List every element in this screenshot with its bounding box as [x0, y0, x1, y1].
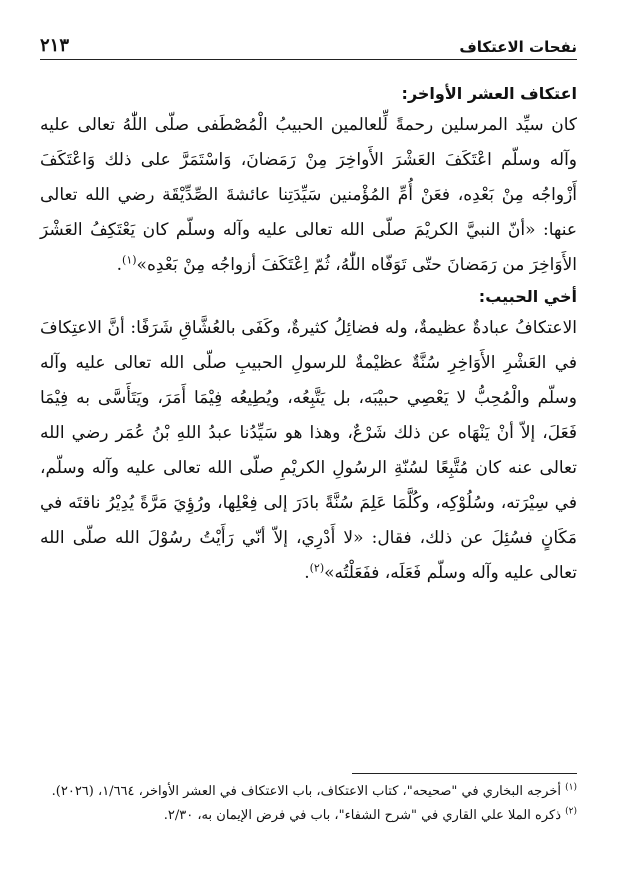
main-text: [40, 80, 577, 591]
header-divider: [40, 59, 577, 60]
footnote-reference: (٢): [309, 561, 325, 575]
page-number: ٢١٣: [40, 35, 70, 56]
footnote: [40, 804, 577, 828]
footnotes: [40, 780, 577, 828]
footnote-marker: (٢): [565, 806, 577, 817]
paragraph-text: الاعتكافُ عبادةٌ عظيمةٌ، وله فضائِلُ كثيرةٌ، وكَفَى بالعُشَّاقِ شَرَفًا: أنَّ الاعتِكافَ في العَشْرِ الأَوَاخِرِ سُنَّةٌ عظيْمةٌ للرسولِ الحبيبِ صلّى الله تعالى عليه وآله وسلّم والْمُحِبُّ لا يَعْصِي حبيْبَه، بل يَتَّبِعُه، ويُطِيعُه فِيْمَا أَمَرَ، ويَتَأَسَّى به فِيْمَا فَعَلَ، إلاّ أنْ يَنْهَاه عن ذلك شَرْعٌ، وهذا هو سَيِّدُنا عبدُ اللهِ بْنُ عُمَر رضي الله تعالى عنه كان مُتَّبِعًا لسُنّةِ الرسُولِ الكريْمِ صلّى الله تعالى عليه وآله وسلّم، في سِيْرَته، وسُلُوْكِه، وكُلَّمَا عَلِمَ سُنَّةً بادَرَ إلى فِعْلِها، ورُؤِيَ مَرَّةً يُدِيْرُ ناقتَه في مَكَانٍ فسُئِلَ عن ذلك، فقال: «لا أَدْرِي، إلاّ أنّي رَأَيْتُ رسُوْلَ الله صلّى الله تعالى عليه وآله وسلّم فَعَلَه، ففَعَلْتُه»: [40, 318, 577, 583]
footnote-reference: (١): [122, 253, 137, 267]
running-title: نفحات الاعتكاف: [459, 38, 577, 56]
footnote-divider: [352, 773, 577, 774]
paragraph-end: .: [304, 563, 310, 583]
footnote-text: ذكره الملا علي القاري في "شرح الشفاء"، باب في فرض الإيمان به، ٢/٣٠.: [163, 808, 561, 823]
section-heading: اعتكاف العشر الأواخر:: [401, 84, 577, 103]
footnote-text: أخرجه البخاري في "صحيحه"، كتاب الاعتكاف، باب الاعتكاف في العشر الأواخر، ١/٦٦٤، (٢٠٢٦).: [51, 784, 561, 799]
section-heading: أخي الحبيب:: [478, 287, 577, 306]
footnote: [40, 780, 577, 804]
section-paragraph: [40, 108, 577, 283]
footnote-marker: (١): [565, 782, 577, 793]
paragraph-text: كان سيِّد المرسلين رحمةً لِّلعالمين الحبيبُ الْمُصْطَفى صلّى اللّٰهُ تعالى عليه وآله وسلّم اعْتَكَفَ العَشْرَ الأَواخِرَ مِنْ رَمَضانَ، وَاسْتَمَرَّ على ذلك وَاعْتَكَفَ أَزْواجُه مِنْ بَعْدِه، فعَنْ أُمِّ المُؤْمنين سَيِّدَتِنا عائشةَ الصِّدِّيْقَة رضي الله تعالى عنها: «أنّ النبيَّ الكريْمَ صلّى الله تعالى عليه وآله وسلّم كان يَعْتَكِفُ العَشْرَ الأَوَاخِرَ من رَمَضانَ حتّى تَوَفّاه اللّٰهُ، ثُمّ اِعْتَكَفَ أزواجُه مِنْ بَعْدِه»: [40, 115, 577, 275]
paragraph-end: .: [116, 255, 123, 275]
section-paragraph: [40, 311, 577, 591]
running-header: [40, 26, 577, 56]
